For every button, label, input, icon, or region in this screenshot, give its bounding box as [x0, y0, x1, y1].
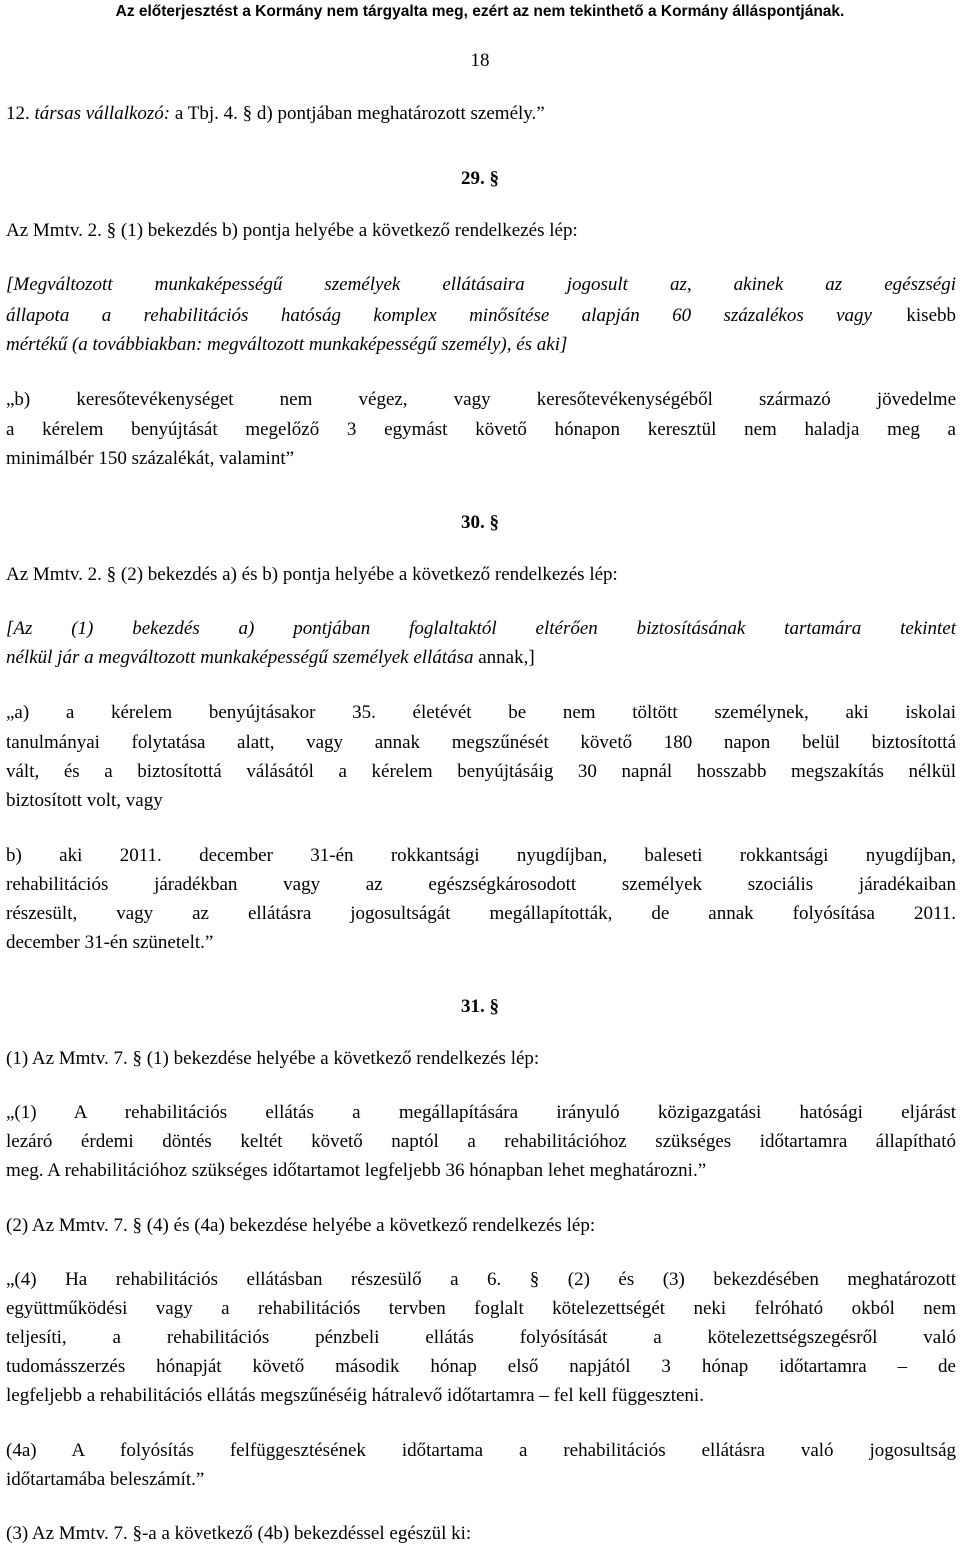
- section-29-context-text: állapota a rehabilitációs hatóság komplex minősítése alapján 60 százalékos vagy: [6, 305, 872, 326]
- section-30-intro: Az Mmtv. 2. § (2) bekezdés a) és b) pontja helyébe a következő rendelkezés lép:: [6, 564, 618, 585]
- section-30-point-b-line: b) aki 2011. december 31-én rokkantsági nyugdíjban, baleseti rokkantsági nyugdíjban,: [6, 845, 956, 866]
- section-29-amendment-line: „b) keresőtevékenységet nem végez, vagy keresőtevékenységéből származó jövedelme: [6, 389, 956, 410]
- section-30-point-a-line: tanulmányai folytatása alatt, vagy annak megszűnését követő 180 napon belül biztosítottá: [6, 732, 956, 753]
- section-31-sub2-line: együttműködési vagy a rehabilitációs tervben foglalt kötelezettségét neki felróható okból nem: [6, 1298, 956, 1319]
- section-30-point-b-line: részesült, vagy az ellátásra jogosultságát megállapították, de annak folyósítása 2011.: [6, 903, 956, 924]
- definition-12: [6, 100, 956, 127]
- section-31-sub1-line: meg. A rehabilitációhoz szükséges időtartamot legfeljebb 36 hónapban lehet meghatározni.”: [6, 1160, 707, 1181]
- definition-number: 12.: [6, 103, 30, 124]
- section-31-sub1-line: lezáró érdemi döntés keltét követő naptól a rehabilitációhoz szükséges időtartamra állapítható: [6, 1131, 956, 1152]
- section-31-sub2-4a-line: időtartamába beleszámít.”: [6, 1469, 205, 1490]
- section-30-context-normal: annak,]: [478, 647, 535, 668]
- definition-term: társas vállalkozó:: [34, 103, 171, 124]
- section-31-sub2-line: „(4) Ha rehabilitációs ellátásban részesülő a 6. § (2) és (3) bekezdésében meghatározott: [6, 1269, 956, 1290]
- section-31-sub1-line: „(1) A rehabilitációs ellátás a megállapítására irányuló közigazgatási hatósági eljárást: [6, 1102, 956, 1123]
- section-29-context-word: kisebb: [906, 305, 956, 326]
- definition-text: a Tbj. 4. § d) pontjában meghatározott személy.”: [174, 103, 545, 124]
- section-30-context-line: [Az (1) bekezdés a) pontjában foglaltaktól eltérően biztosításának tartamára tekintet: [6, 618, 956, 639]
- section-title-29: 29. §: [461, 168, 499, 189]
- page-number: 18: [470, 50, 490, 71]
- section-31-sub2-line: tudomásszerzés hónapját követő második hónap első napjától 3 hónap időtartamra – de: [6, 1356, 956, 1377]
- section-29-context-line: [Megváltozott munkaképességű személyek ellátásaira jogosult az, akinek az egészségi: [6, 274, 956, 295]
- section-31-sub3-intro: (3) Az Mmtv. 7. §-a a következő (4b) bekezdéssel egészül ki:: [6, 1523, 472, 1544]
- section-30-context-italic: nélkül jár a megváltozott munkaképességű személyek ellátása: [6, 647, 474, 668]
- section-30-point-a-line: biztosított volt, vagy: [6, 790, 163, 811]
- section-29-intro: Az Mmtv. 2. § (1) bekezdés b) pontja helyébe a következő rendelkezés lép:: [6, 220, 578, 241]
- section-30-point-b-line: december 31-én szünetelt.”: [6, 932, 214, 953]
- section-31-sub2-line: teljesíti, a rehabilitációs pénzbeli ellátás folyósítását a kötelezettségszegésről való: [6, 1327, 956, 1348]
- section-30-point-a-line: „a) a kérelem benyújtásakor 35. életévét be nem töltött személynek, aki iskolai: [6, 702, 956, 723]
- section-29-context-line: mértékű (a továbbiakban: megváltozott munkaképességű személy), és aki]: [6, 334, 568, 355]
- section-31-sub2-line: legfeljebb a rehabilitációs ellátás megszűnéséig hátralevő időtartamra – fel kell függeszteni.: [6, 1385, 704, 1406]
- section-29-context-line: [6, 302, 956, 329]
- section-title-30: 30. §: [461, 512, 499, 533]
- section-29-amendment-line: a kérelem benyújtását megelőző 3 egymást követő hónapon keresztül nem haladja meg a: [6, 419, 956, 440]
- section-title-31: 31. §: [461, 996, 499, 1017]
- section-29-amendment-line: minimálbér 150 százalékát, valamint”: [6, 448, 295, 469]
- section-30-point-b-line: rehabilitációs járadékban vagy az egészségkárosodott személyek szociális járadékaiban: [6, 874, 956, 895]
- section-31-sub2-4a-line: (4a) A folyósítás felfüggesztésének időtartama a rehabilitációs ellátásra való jogosultság: [6, 1440, 956, 1461]
- section-30-point-a-line: vált, és a biztosítottá válásától a kérelem benyújtásáig 30 napnál hosszabb megszakítás nélkül: [6, 761, 956, 782]
- section-31-sub2-intro: (2) Az Mmtv. 7. § (4) és (4a) bekezdése helyébe a következő rendelkezés lép:: [6, 1215, 596, 1236]
- section-30-context-line: [6, 644, 956, 671]
- section-31-sub1-intro: (1) Az Mmtv. 7. § (1) bekezdése helyébe a következő rendelkezés lép:: [6, 1048, 540, 1069]
- draft-notice: Az előterjesztést a Kormány nem tárgyalta meg, ezért az nem tekinthető a Kormány álláspontjának.: [115, 3, 845, 20]
